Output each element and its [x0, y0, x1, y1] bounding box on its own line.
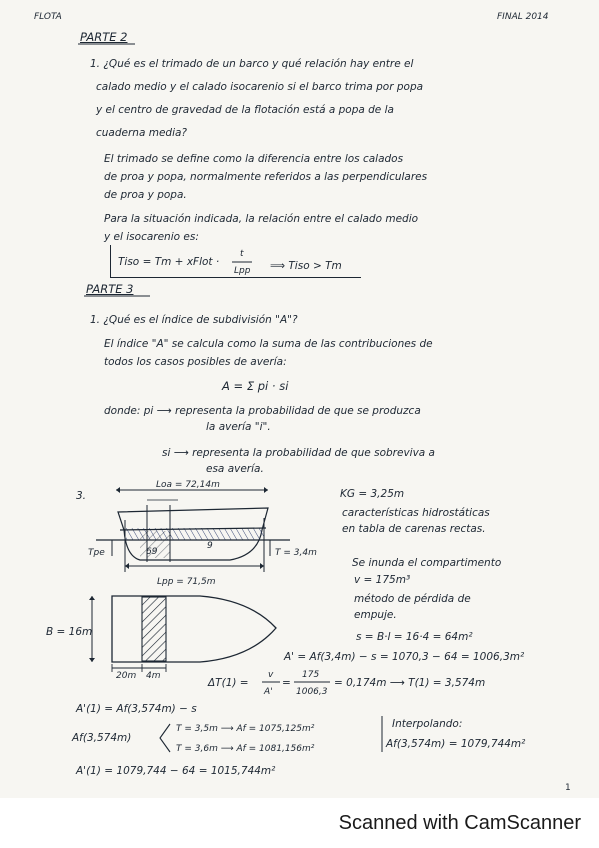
parte3-formula: A = Σ pi · si	[222, 379, 289, 393]
tpe-label: Tpe	[88, 548, 105, 558]
parte3-donde-line2: la avería "i".	[206, 421, 271, 433]
parte2-question-line4: cuaderna media?	[96, 127, 188, 139]
interp-row2: T = 3,6m ⟶ Af = 1081,156m²	[176, 744, 315, 754]
flood-line: Se inunda el compartimento	[352, 557, 502, 569]
len4-label: 4m	[146, 671, 161, 681]
final-result: A'(1) = 1079,744 − 64 = 1015,744m²	[76, 765, 276, 777]
parte3-answer-line2: todos los casos posibles de avería:	[104, 356, 287, 368]
parte2-answer1-line2: de proa y popa, normalmente referidos a las perpendiculares	[104, 171, 428, 183]
parte2-answer2-line2: y el isocarenio es:	[104, 231, 199, 243]
a1-expression: A'(1) = Af(3,574m) − s	[76, 703, 197, 715]
parte3-heading: PARTE 3	[86, 282, 134, 296]
parte3-answer-line1: El índice "A" se calcula como la suma de las contribuciones de	[104, 338, 433, 350]
compartment-9-label: 9	[207, 541, 213, 551]
s-calculation: s = B·l = 16·4 = 64m²	[356, 631, 473, 643]
delta-numerator: v	[268, 670, 274, 680]
parte2-answer1-line3: de proa y popa.	[104, 189, 187, 201]
parte2-answer2-line1: Para la situación indicada, la relación entre el calado medio	[104, 213, 419, 225]
problem3-number: 3.	[76, 490, 87, 502]
method-line2: empuje.	[354, 609, 397, 621]
delta-denominator: A'	[264, 687, 273, 697]
parte3-si-line1: si ⟶ representa la probabilidad de que sobreviva a	[162, 447, 435, 459]
page-number: 1	[565, 783, 571, 793]
interpolation-brace	[160, 724, 170, 752]
waterplane-drawing	[89, 596, 276, 672]
scanner-watermark: Scanned with CamScanner	[338, 812, 581, 834]
formula-left: Tiso = Tm + xFlot ·	[118, 256, 220, 268]
delta-numerator-2: 175	[302, 670, 320, 680]
len20-label: 20m	[116, 671, 137, 681]
hydro-line1: características hidrostáticas	[342, 507, 490, 519]
delta-t-left: ΔT(1) =	[208, 677, 249, 689]
ship-profile-drawing	[96, 487, 290, 572]
interp-row1: T = 3,5m ⟶ Af = 1075,125m²	[176, 724, 315, 734]
beam-label: B = 16m	[46, 626, 93, 638]
parte2-question-line3: y el centro de gravedad de la flotación está a popa de la	[96, 104, 394, 116]
formula-right: ⟹ Tiso > Tm	[270, 260, 342, 272]
kg-label: KG = 3,25m	[340, 488, 405, 500]
af-left: Af(3,574m)	[72, 732, 132, 744]
hydro-line2: en tabla de carenas rectas.	[342, 523, 486, 535]
delta-denominator-2: 1006,3	[296, 687, 328, 697]
parte2-question-line1: 1. ¿Qué es el trimado de un barco y qué relación hay entre el	[90, 58, 414, 70]
scanner-footer	[0, 798, 599, 848]
formula-numerator: t	[240, 249, 244, 259]
draught-label: T = 3,4m	[275, 548, 317, 558]
parte2-answer1-line1: El trimado se define como la diferencia entre los calados	[104, 153, 404, 165]
parte3-question: 1. ¿Qué es el índice de subdivisión "A"?	[90, 314, 298, 326]
parte2-question-line2: calado medio y el calado isocarenio si el barco trima por popa	[96, 81, 424, 93]
parte2-heading: PARTE 2	[80, 30, 128, 44]
method-line1: método de pérdida de	[354, 593, 471, 605]
delta-eq: =	[282, 677, 291, 689]
volume-line: v = 175m³	[354, 574, 411, 586]
interpolation-result: Af(3,574m) = 1079,744m²	[386, 738, 526, 750]
delta-right: = 0,174m ⟶ T(1) = 3,574m	[334, 677, 486, 689]
loa-label: Loa = 72,14m	[156, 480, 220, 490]
parte3-donde-line1: donde: pi ⟶ representa la probabilidad de que se produzca	[104, 405, 421, 417]
interpolando-label: Interpolando:	[392, 718, 463, 730]
lpp-label: Lpp = 71,5m	[157, 577, 216, 587]
formula-denominator: Lpp	[234, 266, 251, 276]
parte3-si-line2: esa avería.	[206, 463, 264, 475]
a-prime-calculation: A' = Af(3,4m) − s = 1070,3 − 64 = 1006,3m²	[284, 651, 525, 663]
header-right: FINAL 2014	[497, 12, 549, 22]
header-left: FLOTA	[34, 12, 62, 22]
